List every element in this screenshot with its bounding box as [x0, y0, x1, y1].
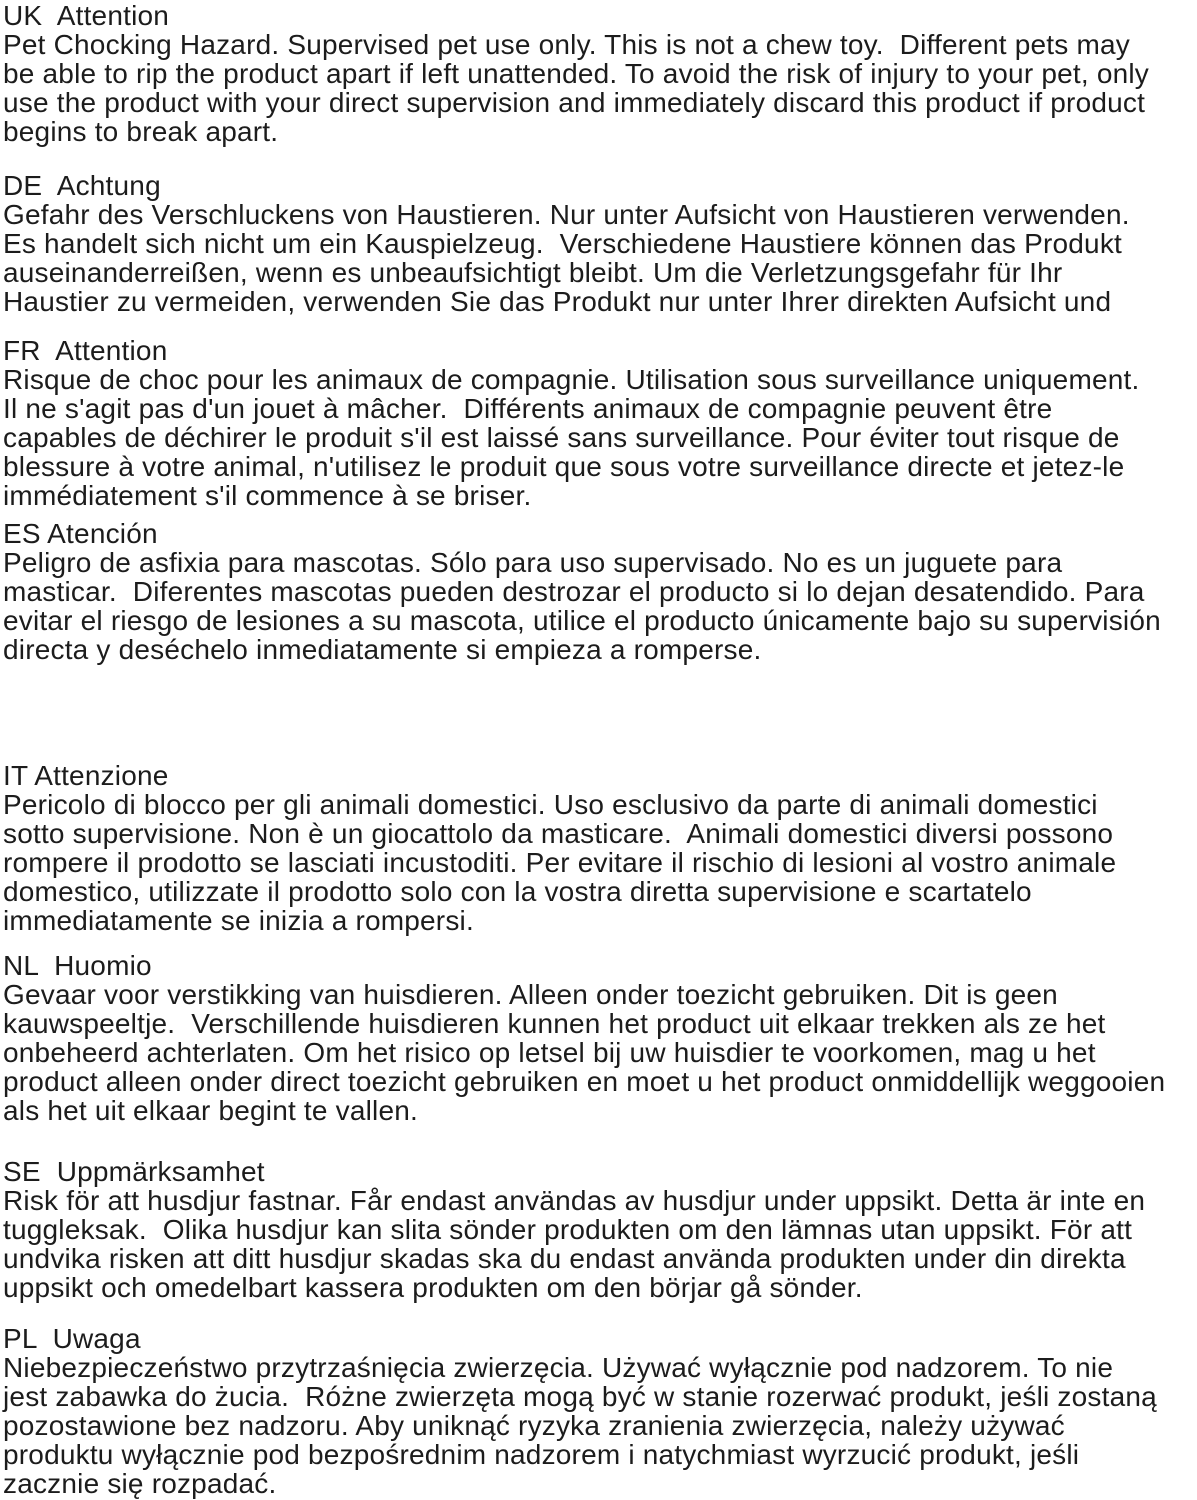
- section-text-line: domestico, utilizzate il prodotto solo con la vostra diretta supervisione e scartatelo: [3, 876, 1032, 907]
- section-text-line: masticar. Diferentes mascotas pueden destrozar el producto si lo dejan desatendido. Para: [3, 576, 1145, 607]
- warning-section-fr: [3, 336, 1197, 510]
- section-text-line: be able to rip the product apart if left unattended. To avoid the risk of injury to your pet, only: [3, 58, 1149, 89]
- section-text-line: Risque de choc pour les animaux de compagnie. Utilisation sous surveillance uniquement.: [3, 364, 1140, 395]
- section-text-line: undvika risken att ditt husdjur skadas ska du endast använda produkten under din direkta: [3, 1243, 1126, 1274]
- section-text-line: Gefahr des Verschluckens von Haustieren. Nur unter Aufsicht von Haustieren verwenden.: [3, 199, 1130, 230]
- section-text-line: als het uit elkaar begint te vallen.: [3, 1095, 419, 1126]
- section-text-line: Es handelt sich nicht um ein Kauspielzeug. Verschiedene Haustiere können das Produkt: [3, 228, 1123, 259]
- section-title: FR Attention: [3, 335, 168, 366]
- section-title: SE Uppmärksamhet: [3, 1156, 265, 1187]
- section-text-line: capables de déchirer le produit s'il est laissé sans surveillance. Pour éviter tout risque de: [3, 422, 1120, 453]
- section-text-line: use the product with your direct supervision and immediately discard this product if product: [3, 87, 1146, 118]
- warning-section-se: [3, 1157, 1197, 1302]
- section-text-line: immediatamente se inizia a rompersi.: [3, 905, 474, 936]
- section-text-line: Gevaar voor verstikking van huisdieren. Alleen onder toezicht gebruiken. Dit is geen: [3, 979, 1058, 1010]
- section-text-line: Haustier zu vermeiden, verwenden Sie das Produkt nur unter Ihrer direkten Aufsicht und: [3, 286, 1112, 317]
- section-text-line: sotto supervisione. Non è un giocattolo da masticare. Animali domestici diversi possono: [3, 818, 1114, 849]
- section-text-line: Pet Chocking Hazard. Supervised pet use only. This is not a chew toy. Different pets may: [3, 29, 1130, 60]
- section-text-line: Il ne s'agit pas d'un jouet à mâcher. Différents animaux de compagnie peuvent être: [3, 393, 1053, 424]
- section-text-line: blessure à votre animal, n'utilisez le produit que sous votre surveillance directe et jetez-le: [3, 451, 1125, 482]
- section-text-line: auseinanderreißen, wenn es unbeaufsichtigt bleibt. Um die Verletzungsgefahr für Ihr: [3, 257, 1063, 288]
- warning-section-de: [3, 171, 1197, 316]
- section-text-line: directa y deséchelo inmediatamente si empieza a romperse.: [3, 634, 762, 665]
- section-text-line: jest zabawka do żucia. Różne zwierzęta mogą być w stanie rozerwać produkt, jeśli zostaną: [3, 1381, 1157, 1412]
- warning-section-uk: [3, 1, 1197, 146]
- section-text-line: produktu wyłącznie pod bezpośrednim nadzorem i natychmiast wyrzucić produkt, jeśli: [3, 1439, 1080, 1470]
- warning-section-pl: [3, 1324, 1197, 1498]
- section-text-line: kauwspeeltje. Verschillende huisdieren kunnen het product uit elkaar trekken als ze het: [3, 1008, 1106, 1039]
- section-text-line: onbeheerd achterlaten. Om het risico op letsel bij uw huisdier te voorkomen, mag u het: [3, 1037, 1096, 1068]
- section-text-line: Risk för att husdjur fastnar. Får endast användas av husdjur under uppsikt. Detta är inte en: [3, 1185, 1146, 1216]
- section-text-line: pozostawione bez nadzoru. Aby uniknąć ryzyka zranienia zwierzęcia, należy używać: [3, 1410, 1065, 1441]
- section-title: ES Atención: [3, 518, 158, 549]
- section-title: UK Attention: [3, 0, 170, 31]
- section-text-line: begins to break apart.: [3, 116, 279, 147]
- section-text-line: uppsikt och omedelbart kassera produkten om den börjar gå sönder.: [3, 1272, 863, 1303]
- section-text-line: Pericolo di blocco per gli animali domestici. Uso esclusivo da parte di animali domestici: [3, 789, 1098, 820]
- warning-section-it: [3, 761, 1197, 935]
- section-text-line: rompere il prodotto se lasciati incustoditi. Per evitare il rischio di lesioni al vostro animale: [3, 847, 1117, 878]
- warning-section-es: [3, 519, 1197, 664]
- section-text-line: immédiatement s'il commence à se briser.: [3, 480, 532, 511]
- section-text-line: evitar el riesgo de lesiones a su mascota, utilice el producto únicamente bajo su supervisión: [3, 605, 1161, 636]
- section-title: PL Uwaga: [3, 1323, 141, 1354]
- section-text-line: tuggleksak. Olika husdjur kan slita sönder produkten om den lämnas utan uppsikt. För att: [3, 1214, 1133, 1245]
- section-text-line: Niebezpieczeństwo przytrzaśnięcia zwierzęcia. Używać wyłącznie pod nadzorem. To nie: [3, 1352, 1114, 1383]
- section-title: IT Attenzione: [3, 760, 169, 791]
- warning-section-nl: [3, 951, 1197, 1125]
- section-text-line: Peligro de asfixia para mascotas. Sólo para uso supervisado. No es un juguete para: [3, 547, 1063, 578]
- section-text-line: product alleen onder direct toezicht gebruiken en moet u het product onmiddellijk weggooien: [3, 1066, 1166, 1097]
- section-text-line: zacznie się rozpadać.: [3, 1468, 277, 1499]
- section-title: DE Achtung: [3, 170, 161, 201]
- section-title: NL Huomio: [3, 950, 152, 981]
